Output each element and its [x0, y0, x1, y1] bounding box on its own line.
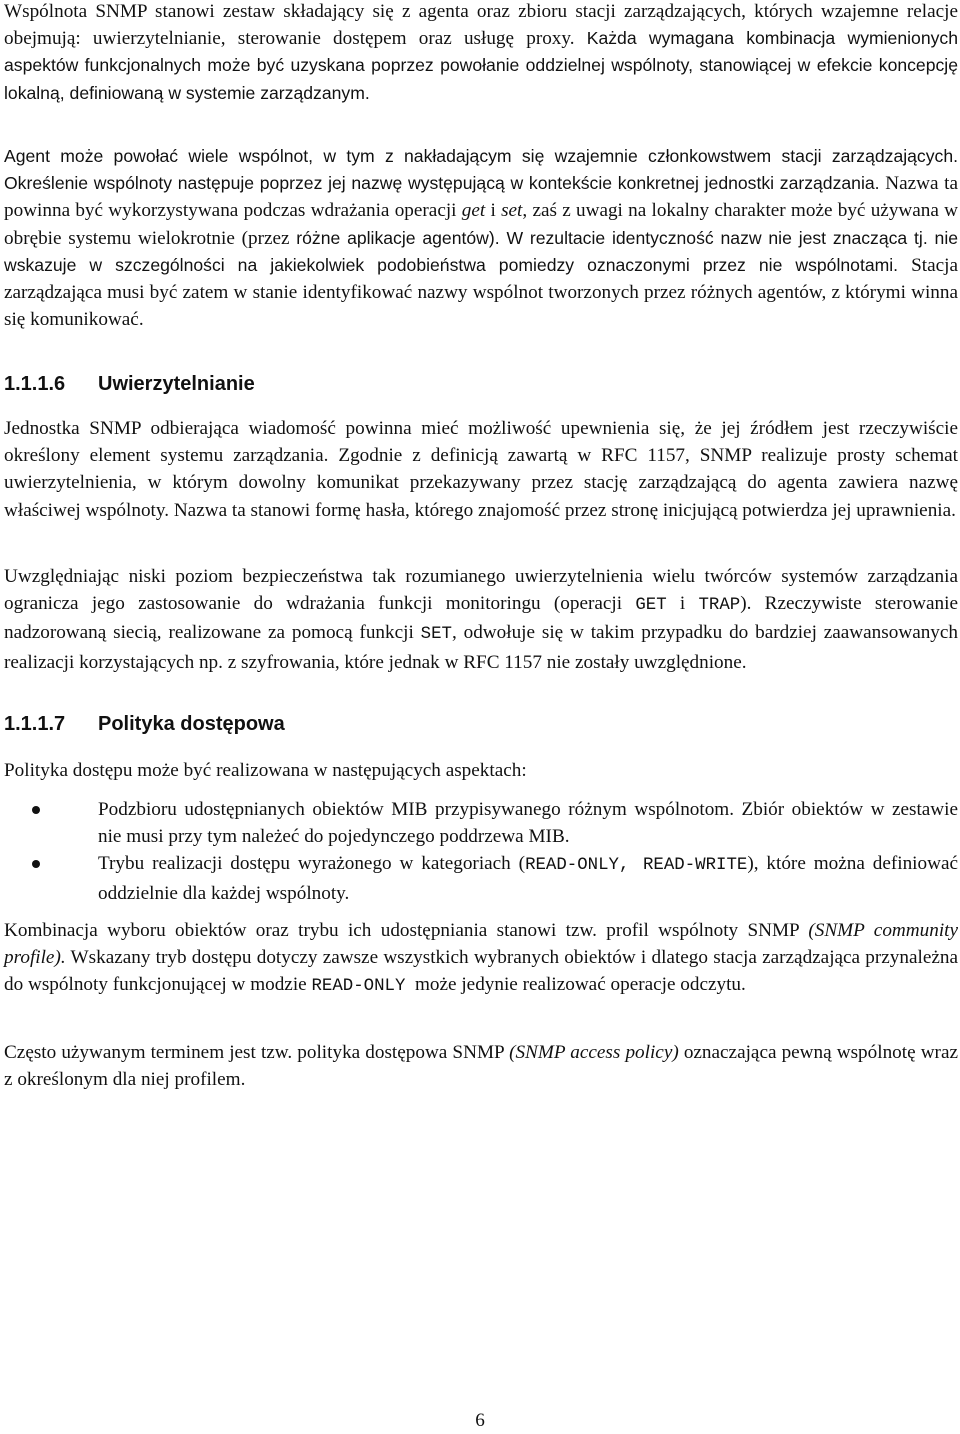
bullet-icon [32, 806, 40, 814]
paragraph-authentication: Jednostka SNMP odbierająca wiadomość powinna mieć możliwość upewnienia się, że jej źródłem jest rzeczywiście określony element systemu zarządzania. Zgodnie z definicją zawartą w RFC 1157, SNMP realizuje prosty schemat uwierzytelnienia, w którym dowolny komunikat przekazywany przez stację zarządzającą do agenta zawiera nazwę właściwej wspólnoty. Nazwa ta stanowi formę hasła, którego znajomość przez stronę inicjującą potwierdza jej uprawnienia. [4, 418, 958, 521]
heading-number: 1.1.1.7 [4, 713, 66, 735]
page-number: 6 [475, 1410, 485, 1431]
list-item-text: Podzbioru udostępnianych obiektów MIB przypisywanego różnym wspólnotom. Zbiór obiektów w zestawie nie musi przy tym należeć do pojedynczego poddrzewa MIB. [98, 799, 958, 848]
list-item-text: Trybu realizacji dostępu wyrażonego w kategoriach ( [98, 853, 526, 875]
text-italic-term: (SNMP community profile). [4, 920, 958, 969]
list-item [4, 850, 958, 906]
heading-title: Polityka dostępowa [98, 713, 285, 735]
code-set: SET [420, 625, 452, 645]
text-italic-term: (SNMP access policy) [509, 1042, 679, 1063]
paragraph-snmp-community [4, 0, 958, 107]
text: Często używanym terminem jest tzw. polityka dostępowa SNMP [4, 1042, 510, 1063]
code-get: GET [635, 596, 667, 616]
code-read-only: READ-ONLY [311, 977, 406, 997]
text: może jedynie realizować operacje odczytu. [405, 974, 746, 996]
text-sans: różne aplikacje agentów). W rezultacie identyczność nazw nie jest znacząca tj. nie wskazuje w szczególności na jakiekolwiek podobieństwa pomiedzy oznaczonymi przez nie wspólnotami. [4, 227, 959, 275]
text-sans: Każda wymagana kombinacja wymienionych aspektów funkcjonalnych może być uzyskana poprzez powołanie oddzielnej wspólnoty, stanowiącej w efekcie koncepcję lokalną, definiowaną w systemie zarządzanym. [4, 28, 958, 103]
heading-number: 1.1.1.6 [4, 373, 66, 395]
text: i [666, 593, 699, 615]
code-trap: TRAP [698, 596, 741, 616]
text: Wskazany tryb dostępu dotyczy zawsze wszystkich wybranych obiektów i dlatego stacja zarządzająca przynależna do wspólnoty funkcjonującej w modzie [4, 947, 958, 996]
text: , zaś z uwagi na lokalny charakter może być używana w obrębie systemu wielokrotnie (przez [4, 200, 959, 249]
list-item-text: ), które można definiować oddzielnie dla każdej wspólnoty. [98, 853, 958, 904]
text: i [485, 200, 502, 222]
paragraph-access-policy-intro: Polityka dostępu może być realizowana w następujących aspektach: [4, 760, 527, 781]
text-italic-set: set [501, 200, 523, 222]
code-access-modes: READ-ONLY, READ-WRITE [525, 856, 748, 876]
text: Stacja zarządzająca musi być zatem w stanie identyfikować nazwy wspólnot tworzonych przez różnych agentów, z którymi winna się komunikować. [4, 254, 958, 331]
paragraph-agent-communities [4, 143, 958, 333]
text: oznaczająca pewną wspólnotę wraz z określonym dla niej profilem. [4, 1042, 958, 1091]
paragraph-community-profile [4, 917, 958, 1001]
heading-title: Uwierzytelnianie [98, 373, 255, 395]
text: Uwzględniając niski poziom bezpieczeństwa tak rozumianego uwierzytelnienia wielu twórców systemów zarządzania ogranicza jego zastosowanie do wdrażania funkcji monitoringu (operacji [4, 566, 958, 615]
section-heading-authentication [4, 370, 255, 398]
paragraph-security-level [4, 563, 958, 676]
text: Nazwa ta powinna być wykorzystywana podczas wdrażania operacji [4, 173, 958, 222]
text: Kombinacja wyboru obiektów oraz trybu ich udostępniania stanowi tzw. profil wspólnoty SNMP [4, 920, 809, 941]
text-italic-get: get [461, 200, 486, 222]
paragraph-access-policy-definition [4, 1039, 958, 1093]
section-heading-access-policy [4, 710, 285, 738]
list-item [4, 796, 958, 850]
bullet-icon [32, 860, 40, 868]
text-sans: Agent może powołać wiele wspólnot, w tym z nakładającym się wzajemnie członkowstwem stacji zarządzających. Określenie wspólnoty następuje poprzez jej nazwę występującą w kontekście konkretnej jednostki zarządzania. [4, 146, 958, 194]
text: , odwołuje się w takim przypadku do bardziej zaawansowanych realizacji korzystających np. z szyfrowania, które jednak w RFC 1157 nie zostały uwzględnione. [4, 622, 959, 673]
access-aspects-list [4, 796, 958, 907]
text: ). Rzeczywiste sterowanie nadzorowaną siecią, realizowane za pomocą funkcji [4, 593, 958, 644]
text: Wspólnota SNMP stanowi zestaw składający się z agenta oraz zbioru stacji zarządzających, których wzajemne relacje obejmują: uwierzytelnianie, sterowanie dostępem oraz usługę proxy. [4, 1, 958, 50]
